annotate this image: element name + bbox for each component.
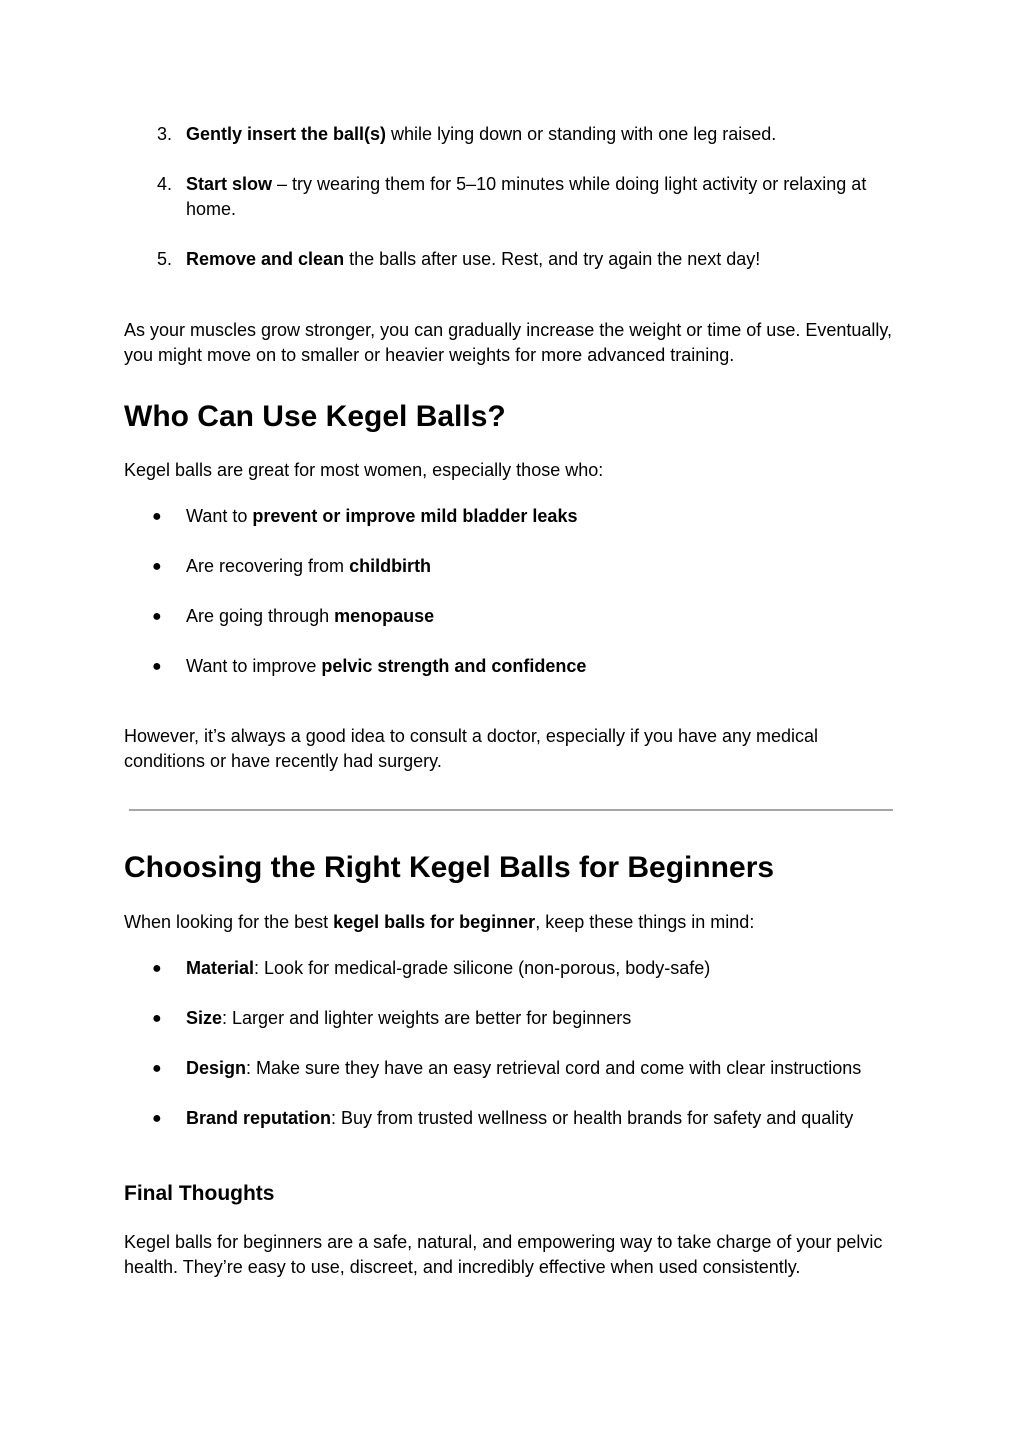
list-item [124, 654, 914, 679]
step-bold: Start slow [186, 174, 273, 194]
item-text: : Look for medical-grade silicone (non-porous, body-safe) [254, 958, 711, 978]
step-bold: Remove and clean [186, 249, 345, 269]
bullet-icon: ● [152, 658, 162, 675]
list-item [124, 1106, 914, 1131]
item-text: Are recovering from [186, 556, 350, 576]
list-item [124, 1056, 914, 1081]
item-bold: childbirth [349, 556, 432, 576]
list-item [124, 956, 914, 981]
bullet-icon: ● [152, 608, 162, 625]
list-number: 3. [156, 124, 172, 144]
item-text: : Larger and lighter weights are better for beginners [222, 1008, 632, 1028]
intro-text: When looking for the best [124, 912, 334, 932]
item-text: Want to [186, 506, 253, 526]
list-item [124, 1006, 914, 1031]
bullet-icon: ● [152, 1110, 162, 1127]
choosing-intro [124, 910, 904, 935]
section-heading-choosing: Choosing the Right Kegel Balls for Beginners [124, 851, 775, 884]
item-bold: Brand reputation [186, 1108, 332, 1128]
who-intro: Kegel balls are great for most women, especially those who: [124, 460, 604, 480]
step-text: – try wearing them for 5–10 minutes while doing light activity or relaxing at home. [186, 174, 867, 219]
list-item [124, 604, 914, 629]
list-number: 5. [156, 249, 172, 269]
final-paragraph: Kegel balls for beginners are a safe, natural, and empowering way to take charge of your pelvic health. They’re easy to use, discreet, and incredibly effective when used consistently. [124, 1232, 883, 1277]
list-item [124, 247, 914, 272]
progress-paragraph: As your muscles grow stronger, you can gradually increase the weight or time of use. Eventually, you might move on to smaller or heavier weights for more advanced training. [124, 320, 893, 365]
bullet-icon: ● [152, 960, 162, 977]
item-bold: Design [186, 1058, 247, 1078]
step-text: while lying down or standing with one leg raised. [386, 124, 777, 144]
intro-text: , keep these things in mind: [535, 912, 755, 932]
horizontal-divider [129, 809, 893, 811]
list-number: 4. [156, 174, 172, 194]
list-item [124, 172, 904, 222]
item-text: : Buy from trusted wellness or health brands for safety and quality [331, 1108, 854, 1128]
list-item [124, 122, 914, 147]
item-bold: pelvic strength and confidence [321, 656, 587, 676]
section-heading-who: Who Can Use Kegel Balls? [124, 400, 506, 433]
bullet-icon: ● [152, 508, 162, 525]
step-text: the balls after use. Rest, and try again the next day! [344, 249, 761, 269]
item-bold: Size [186, 1008, 223, 1028]
bullet-icon: ● [152, 1010, 162, 1027]
bullet-icon: ● [152, 558, 162, 575]
section-heading-final: Final Thoughts [124, 1182, 275, 1205]
item-bold: prevent or improve mild bladder leaks [252, 506, 578, 526]
item-text: Want to improve [186, 656, 322, 676]
item-bold: menopause [334, 606, 435, 626]
who-closing: However, it’s always a good idea to consult a doctor, especially if you have any medical conditions or have recently had surgery. [124, 726, 819, 771]
list-item [124, 554, 914, 579]
bullet-icon: ● [152, 1060, 162, 1077]
step-bold: Gently insert the ball(s) [186, 124, 387, 144]
item-text: Are going through [186, 606, 335, 626]
item-bold: Material [186, 958, 255, 978]
list-item [124, 504, 914, 529]
intro-bold: kegel balls for beginner [333, 912, 536, 932]
item-text: : Make sure they have an easy retrieval cord and come with clear instructions [246, 1058, 862, 1078]
